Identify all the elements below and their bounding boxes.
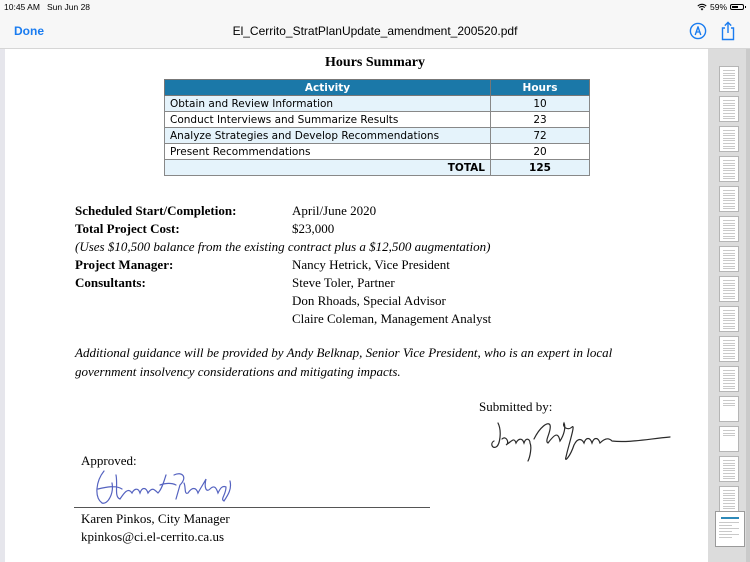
thumbnail-text-line xyxy=(723,73,735,74)
page-thumbnail[interactable] xyxy=(719,66,739,92)
thumbnail-text-line xyxy=(723,380,735,381)
thumbnail-text-line xyxy=(723,173,735,174)
thumbnail-text-line xyxy=(723,465,735,466)
thumbnail-text-line xyxy=(723,100,735,101)
thumbnail-text-line xyxy=(723,383,735,384)
thumbnail-text-line xyxy=(723,326,735,327)
battery-fill xyxy=(732,6,738,8)
thumbnail-text-line xyxy=(723,293,735,294)
thumbnail-text-line xyxy=(723,108,735,109)
thumbnail-text-line xyxy=(723,313,735,314)
column-header-activity: Activity xyxy=(165,80,491,96)
thumbnail-table-header xyxy=(721,517,739,519)
page-thumbnail[interactable] xyxy=(719,486,739,512)
thumbnail-text-line xyxy=(723,373,735,374)
thumbnail-text-line xyxy=(723,468,735,469)
nav-bar xyxy=(0,14,750,49)
page-thumbnail[interactable] xyxy=(719,396,739,422)
battery-icon xyxy=(730,4,744,10)
status-bar xyxy=(0,0,750,14)
thumbnail-text-line xyxy=(723,168,735,169)
thumbnail-text-line xyxy=(719,537,732,538)
thumbnail-text-line xyxy=(719,528,739,529)
thumbnail-text-line xyxy=(723,435,735,436)
page-thumbnail[interactable] xyxy=(719,186,739,212)
thumbnail-text-line xyxy=(723,198,735,199)
thumbnail-text-line xyxy=(723,470,735,471)
column-header-hours: Hours xyxy=(491,80,590,96)
thumbnail-text-line xyxy=(723,135,735,136)
thumbnail-text-line xyxy=(723,290,735,291)
page-thumbnail-sidebar xyxy=(708,49,750,562)
thumbnail-text-line xyxy=(723,190,735,191)
thumbnail-text-line xyxy=(723,430,735,431)
thumbnail-text-line xyxy=(723,375,735,376)
thumbnail-text-line xyxy=(723,86,735,87)
page-thumbnail[interactable] xyxy=(719,96,739,122)
thumbnail-text-line xyxy=(723,478,735,479)
thumbnail-text-line xyxy=(723,133,735,134)
hours-summary-title: Hours Summary xyxy=(325,55,425,70)
thumbnail-text-line xyxy=(723,266,735,267)
table-row xyxy=(165,96,590,112)
activity-cell: Conduct Interviews and Summarize Results xyxy=(165,112,491,128)
hours-cell: 72 xyxy=(491,128,590,144)
thumbnail-text-line xyxy=(723,238,735,239)
thumbnail-text-line xyxy=(723,260,735,261)
thumbnail-text-line xyxy=(723,323,735,324)
pdf-page xyxy=(0,49,708,562)
thumbnail-text-line xyxy=(719,531,732,532)
schedule-value: April/June 2020 xyxy=(292,203,377,218)
thumbnail-text-line xyxy=(723,206,735,207)
thumbnail-text-line xyxy=(723,285,735,286)
thumbnail-text-line xyxy=(723,318,735,319)
thumbnail-text-line xyxy=(723,296,735,297)
cost-note: (Uses $10,500 balance from the existing contract plus a $12,500 augmentation) xyxy=(75,239,491,254)
manager-label: Project Manager: xyxy=(75,257,174,272)
wifi-icon xyxy=(697,3,707,11)
thumbnail-text-line xyxy=(723,70,735,71)
thumbnail-text-line xyxy=(723,138,735,139)
hours-summary-table xyxy=(164,79,590,176)
thumbnail-text-line xyxy=(723,258,735,259)
approved-label: Approved: xyxy=(81,453,137,468)
thumbnail-text-line xyxy=(723,203,735,204)
thumbnail-text-line xyxy=(723,83,735,84)
thumbnail-text-line xyxy=(723,253,735,254)
activity-cell: Obtain and Review Information xyxy=(165,96,491,112)
table-row xyxy=(165,128,590,144)
thumbnail-text-line xyxy=(723,506,735,507)
thumbnail-text-line xyxy=(723,403,735,404)
page-thumbnail[interactable] xyxy=(719,126,739,152)
thumbnail-text-line xyxy=(723,405,735,406)
approver-block xyxy=(81,510,230,546)
thumbnail-text-line xyxy=(723,170,735,171)
thumbnail-text-line xyxy=(723,283,735,284)
thumbnail-text-line xyxy=(723,105,735,106)
hours-cell: 20 xyxy=(491,144,590,160)
guidance-paragraph: Additional guidance will be provided by Andy Belknap, Senior Vice President, who is an expert in local government insolvency considerations and mitigating impacts. xyxy=(75,345,613,379)
cost-label: Total Project Cost: xyxy=(75,221,180,236)
table-total-row xyxy=(165,160,590,176)
status-right xyxy=(697,2,744,12)
thumbnail-text-line xyxy=(723,400,735,401)
thumbnail-text-line xyxy=(723,498,735,499)
page-left-edge xyxy=(0,49,5,562)
thumbnail-text-line xyxy=(723,310,735,311)
schedule-label: Scheduled Start/Completion: xyxy=(75,203,237,218)
thumbnail-text-line xyxy=(719,534,739,535)
battery-percent: 59% xyxy=(709,2,727,12)
page-thumbnail[interactable] xyxy=(719,246,739,272)
thumbnail-text-line xyxy=(723,343,735,344)
thumbnail-text-line xyxy=(723,473,735,474)
approver-signature xyxy=(92,467,282,509)
status-time: 10:45 AM Sun Jun 28 xyxy=(4,2,91,12)
page-thumbnail[interactable] xyxy=(719,276,739,302)
done-button[interactable]: Done xyxy=(14,24,44,38)
thumbnail-text-line xyxy=(723,208,735,209)
thumbnail-text-line xyxy=(723,476,735,477)
submitted-by-label: Submitted by: xyxy=(479,399,553,414)
approver-email: kpinkos@ci.el-cerrito.ca.us xyxy=(81,529,225,544)
thumbnail-text-line xyxy=(723,118,735,119)
consultants-label: Consultants: xyxy=(75,275,146,290)
thumbnail-text-line xyxy=(723,160,735,161)
thumbnail-text-line xyxy=(723,225,735,226)
thumbnail-text-line xyxy=(723,503,735,504)
thumbnail-text-line xyxy=(723,340,735,341)
thumbnail-text-line xyxy=(723,288,735,289)
thumbnail-text-line xyxy=(723,200,735,201)
thumbnail-text-line xyxy=(723,433,735,434)
page-thumbnail[interactable] xyxy=(719,336,739,362)
thumbnail-text-line xyxy=(723,500,735,501)
document-title: El_Cerrito_StratPlanUpdate_amendment_200520.pdf xyxy=(232,24,518,38)
thumbnail-text-line xyxy=(723,78,735,79)
thumbnail-text-line xyxy=(723,508,735,509)
thumbnail-text-line xyxy=(723,315,735,316)
consultant-item: Steve Toler, Partner xyxy=(292,275,395,290)
thumbnail-text-line xyxy=(723,195,735,196)
thumbnail-text-line xyxy=(723,463,735,464)
thumbnail-text-line xyxy=(723,328,735,329)
thumbnail-text-line xyxy=(723,80,735,81)
total-value: 125 xyxy=(491,160,590,176)
activity-cell: Analyze Strategies and Develop Recommendations xyxy=(165,128,491,144)
thumbnail-text-line xyxy=(723,148,735,149)
page-thumbnail[interactable] xyxy=(719,366,739,392)
thumbnail-text-line xyxy=(723,178,735,179)
thumbnail-text-line xyxy=(723,88,735,89)
share-icon[interactable] xyxy=(719,21,737,41)
thumbnail-text-line xyxy=(723,223,735,224)
approver-name-title: Karen Pinkos, City Manager xyxy=(81,511,230,526)
thumbnail-text-line xyxy=(719,522,739,523)
manager-value: Nancy Hetrick, Vice President xyxy=(292,257,450,272)
thumbnail-text-line xyxy=(723,193,735,194)
thumbnail-text-line xyxy=(723,268,735,269)
table-row xyxy=(165,112,590,128)
thumbnail-text-line xyxy=(723,263,735,264)
thumbnail-text-line xyxy=(723,163,735,164)
thumbnail-text-line xyxy=(723,348,735,349)
page-thumbnail[interactable] xyxy=(719,426,739,452)
activity-cell: Present Recommendations xyxy=(165,144,491,160)
thumbnail-text-line xyxy=(723,228,735,229)
thumbnail-text-line xyxy=(723,110,735,111)
page-thumbnail[interactable] xyxy=(719,216,739,242)
thumbnail-text-line xyxy=(723,460,735,461)
thumbnail-text-line xyxy=(723,255,735,256)
thumbnail-text-line xyxy=(719,525,732,526)
thumbnail-text-line xyxy=(723,165,735,166)
hours-cell: 10 xyxy=(491,96,590,112)
thumbnail-text-line xyxy=(723,130,735,131)
thumbnail-text-line xyxy=(723,116,735,117)
thumbnail-text-line xyxy=(723,280,735,281)
thumbnail-text-line xyxy=(723,75,735,76)
signature-line xyxy=(74,507,430,508)
table-row xyxy=(165,144,590,160)
markup-pen-icon[interactable] xyxy=(689,22,707,40)
total-label: TOTAL xyxy=(165,160,491,176)
thumbnail-text-line xyxy=(723,388,735,389)
thumbnail-text-line xyxy=(723,236,735,237)
thumbnail-text-line xyxy=(723,353,735,354)
submitter-signature xyxy=(488,417,678,467)
thumbnail-text-line xyxy=(723,350,735,351)
thumbnail-text-line xyxy=(723,378,735,379)
thumbnail-text-line xyxy=(723,358,735,359)
thumbnail-text-line xyxy=(723,146,735,147)
cost-value: $23,000 xyxy=(292,221,335,236)
page-thumbnail[interactable] xyxy=(719,306,739,332)
page-thumbnail[interactable] xyxy=(719,456,739,482)
thumbnail-text-line xyxy=(723,386,735,387)
thumbnail-text-line xyxy=(723,356,735,357)
thumbnail-text-line xyxy=(723,320,735,321)
thumbnail-text-line xyxy=(723,493,735,494)
thumbnail-text-line xyxy=(723,143,735,144)
page-thumbnail-selected[interactable] xyxy=(715,511,745,547)
thumbnail-text-line xyxy=(723,140,735,141)
thumbnail-text-line xyxy=(723,345,735,346)
thumbnail-text-line xyxy=(723,230,735,231)
thumbnail-text-line xyxy=(723,495,735,496)
thumbnail-text-line xyxy=(723,490,735,491)
thumbnail-text-line xyxy=(723,113,735,114)
thumbnail-text-line xyxy=(723,370,735,371)
consultant-item: Claire Coleman, Management Analyst xyxy=(292,311,492,326)
thumbnail-text-line xyxy=(723,220,735,221)
thumbnail-text-line xyxy=(723,176,735,177)
page-thumbnail[interactable] xyxy=(719,156,739,182)
hours-cell: 23 xyxy=(491,112,590,128)
thumbnail-text-line xyxy=(723,250,735,251)
thumbnail-text-line xyxy=(723,103,735,104)
thumbnail-text-line xyxy=(723,233,735,234)
sidebar-scrollbar[interactable] xyxy=(746,49,750,562)
table-header-row xyxy=(165,80,590,96)
pdf-viewer[interactable] xyxy=(0,49,708,562)
thumbnail-text-line xyxy=(723,298,735,299)
consultant-item: Don Rhoads, Special Advisor xyxy=(292,293,446,308)
